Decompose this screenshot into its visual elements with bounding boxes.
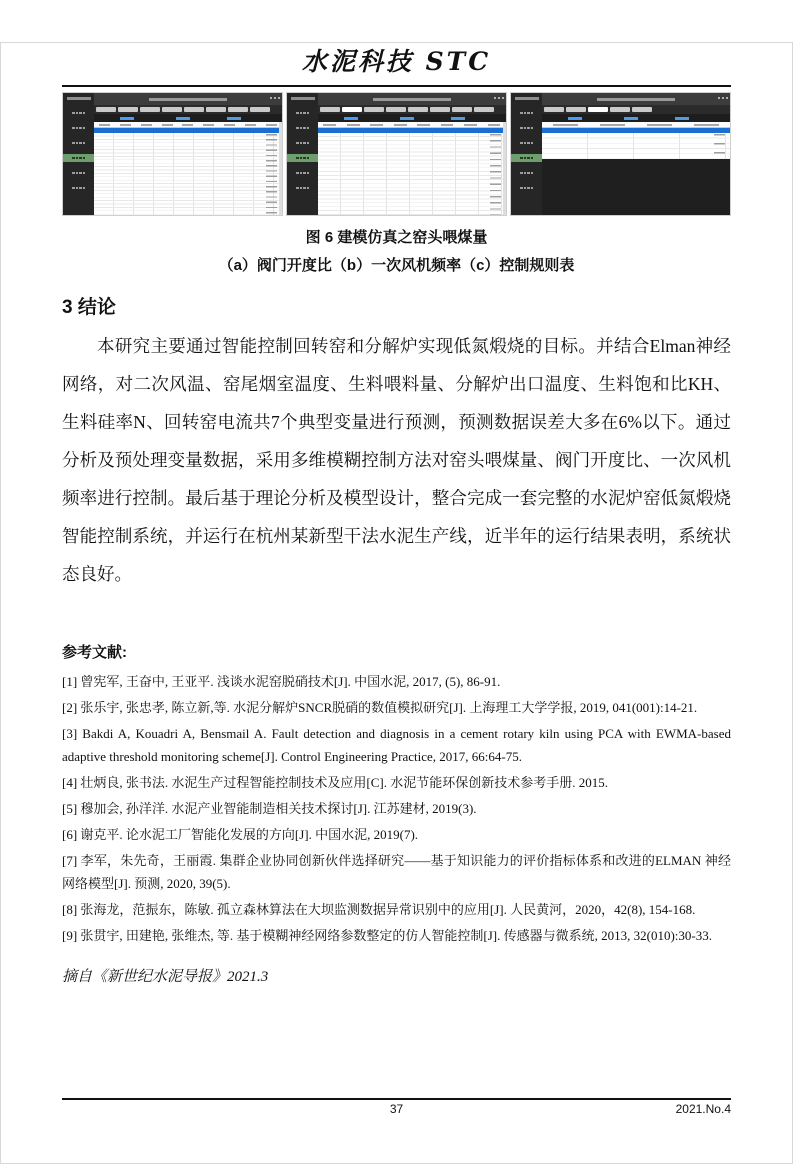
menu-glyph [303, 112, 306, 115]
page-footer [62, 1098, 731, 1120]
screenshot-panel-c [510, 92, 731, 216]
menu-glyph [72, 142, 75, 145]
screenshot-panel-b [286, 92, 507, 216]
mini-tab [118, 107, 138, 112]
mini-column-label [600, 124, 625, 126]
menu-glyph [72, 172, 75, 175]
mini-link [624, 117, 638, 120]
menu-glyph [72, 127, 75, 130]
menu-glyph [76, 112, 79, 115]
menu-glyph [76, 142, 79, 145]
menu-glyph [531, 157, 534, 160]
mini-tab [588, 107, 608, 112]
mini-column-label [647, 124, 672, 126]
mini-table-rows [318, 133, 506, 215]
mini-menu-item [63, 139, 94, 147]
mini-titlebar [318, 93, 506, 105]
menu-glyph [300, 142, 303, 145]
menu-glyph [520, 172, 523, 175]
menu-glyph [296, 187, 299, 190]
figure-caption-line1: 图 6 建模仿真之窑头喂煤量 [305, 229, 488, 246]
reference-item: [8] 张海龙，范振东，陈敏. 孤立森林算法在大坝监测数据异常识别中的应用[J]. 人民黄河，2020，42(8), 154-168. [62, 902, 696, 917]
mini-column-label [141, 124, 152, 126]
mini-menu-item-selected [511, 154, 542, 162]
menu-glyph [520, 157, 523, 160]
reference-item: [4] 壮炳良, 张书法. 水泥生产过程智能控制技术及应用[C]. 水泥节能环保创新技术参考手册. 2015. [62, 775, 608, 790]
menu-glyph [296, 142, 299, 145]
menu-glyph [524, 127, 527, 130]
mini-column-label [417, 124, 430, 126]
mini-tab [386, 107, 406, 112]
menu-glyph [531, 127, 534, 130]
menu-glyph [524, 142, 527, 145]
window-control-icon [726, 97, 728, 99]
mini-tab [544, 107, 564, 112]
reference-item: [6] 谢克平. 论水泥工厂智能化发展的方向[J]. 中国水泥, 2019(7). [62, 827, 419, 842]
mini-tab [184, 107, 204, 112]
mini-window-title [373, 98, 452, 101]
menu-glyph [300, 127, 303, 130]
menu-glyph [83, 157, 86, 160]
mini-tabstrip [542, 105, 730, 114]
menu-glyph [296, 112, 299, 115]
mini-link [176, 117, 190, 120]
mini-menu-item [287, 124, 318, 132]
conclusion-paragraph: 本研究主要通过智能控制回转窑和分解炉实现低氮煅烧的目标。并结合Elman神经网络，对二次风温、窑尾烟室温度、生料喂料量、分解炉出口温度、生料饱和比KH、生料硅率N、回转窑电流共7个典型变量进行预测，预测数据误差大多在6%以下。通过分析及预处理变量数据，采用多维模糊控制方法对窑头喂煤量、阀门开度比、一次风机频率进行控制。最后基于理论分析及模型设计，整合完成一套完整的水泥炉窑低氮煅烧智能控制系统，并运行在杭州某新型干法水泥生产线，近半年的运行结果表明，系统状态良好。 [62, 336, 731, 584]
mini-table-area [94, 122, 282, 215]
mini-value-column [714, 134, 725, 159]
menu-glyph [520, 112, 523, 115]
references-heading: 参考文献: [62, 644, 127, 661]
reference-item: [5] 穆加会, 孙洋洋. 水泥产业智能制造相关技术探讨[J]. 江苏建材, 2019(3). [62, 801, 477, 816]
source-note: 摘自《新世纪水泥导报》2021.3 [62, 969, 269, 985]
mini-menu-item [63, 184, 94, 192]
menu-glyph [79, 112, 82, 115]
mini-app-logo [291, 97, 315, 100]
mini-window-title [149, 98, 228, 101]
footer-issue: 2021.No.4 [675, 1102, 731, 1116]
figure-panels [62, 92, 731, 216]
mini-column-label [203, 124, 214, 126]
mini-link [120, 117, 134, 120]
mini-table-area [542, 122, 730, 215]
mini-menu-item-selected [63, 154, 94, 162]
mini-column-label [347, 124, 360, 126]
menu-glyph [527, 187, 530, 190]
menu-glyph [76, 172, 79, 175]
menu-glyph [79, 142, 82, 145]
mini-tab [408, 107, 428, 112]
screenshot-panel-a [62, 92, 283, 216]
references-list [62, 670, 731, 947]
reference-item: [9] 张贯宇, 田建艳, 张维杰, 等. 基于模糊神经网络参数整定的仿人智能控制[J]. 传感器与微系统, 2013, 32(010):30-33. [62, 928, 712, 943]
mini-tab [632, 107, 652, 112]
mini-sidebar [511, 93, 542, 215]
menu-glyph [307, 127, 310, 130]
mini-tab [474, 107, 494, 112]
menu-glyph [520, 187, 523, 190]
mini-menu-item [511, 109, 542, 117]
menu-glyph [296, 127, 299, 130]
mini-menu-item [287, 139, 318, 147]
menu-glyph [300, 172, 303, 175]
menu-glyph [72, 112, 75, 115]
mini-tab [206, 107, 226, 112]
menu-glyph [83, 112, 86, 115]
menu-glyph [531, 112, 534, 115]
mini-table-rows [542, 133, 730, 159]
window-control-icon [502, 97, 504, 99]
mini-window-title [597, 98, 676, 101]
mini-menu-item [511, 124, 542, 132]
menu-glyph [531, 142, 534, 145]
mini-column-label [370, 124, 383, 126]
mini-link [451, 117, 465, 120]
menu-glyph [72, 157, 75, 160]
menu-glyph [303, 127, 306, 130]
menu-glyph [303, 157, 306, 160]
menu-glyph [76, 187, 79, 190]
mini-table [542, 122, 730, 159]
reference-item: [3] Bakdi A, Kouadri A, Bensmail A. Fault detection and diagnosis in a cement rotary kiln using PCA with EWMA-based adaptive threshold monitoring scheme[J]. Control Engineering Practice, 2017, 66:64-75. [62, 726, 731, 764]
mini-tab [96, 107, 116, 112]
menu-glyph [303, 172, 306, 175]
window-control-icon [270, 97, 272, 99]
mini-tab [566, 107, 586, 112]
menu-glyph [527, 112, 530, 115]
mini-tab [320, 107, 340, 112]
mini-column-label [694, 124, 719, 126]
mini-menu-item [511, 169, 542, 177]
mini-menu-item [511, 184, 542, 192]
menu-glyph [531, 187, 534, 190]
mini-menu-item [63, 124, 94, 132]
mini-scrollbar [503, 122, 506, 215]
document-page [0, 42, 793, 986]
menu-glyph [76, 157, 79, 160]
reference-item: [7] 李军，朱先奇，王丽霞. 集群企业协同创新伙伴选择研究——基于知识能力的评价指标体系和改进的ELMAN 神经网络模型[J]. 预测, 2020, 39(5). [62, 853, 731, 891]
menu-glyph [76, 127, 79, 130]
mini-window-controls [494, 97, 504, 99]
mini-tab [228, 107, 248, 112]
mini-app-logo [515, 97, 539, 100]
menu-glyph [527, 127, 530, 130]
mini-tabstrip [318, 105, 506, 114]
menu-glyph [300, 187, 303, 190]
menu-glyph [83, 127, 86, 130]
mini-menu-item [287, 184, 318, 192]
mini-window-controls [270, 97, 280, 99]
mini-column-label [464, 124, 477, 126]
menu-glyph [527, 142, 530, 145]
mini-column-label [266, 124, 277, 126]
mini-column-label [120, 124, 131, 126]
mini-column-label [162, 124, 173, 126]
mini-tab [430, 107, 450, 112]
mini-table-area [318, 122, 506, 215]
mini-column-label [224, 124, 235, 126]
window-control-icon [494, 97, 496, 99]
menu-glyph [72, 187, 75, 190]
mini-table-rows [94, 133, 282, 215]
window-control-icon [722, 97, 724, 99]
mini-tab [162, 107, 182, 112]
mini-link [227, 117, 241, 120]
menu-glyph [79, 172, 82, 175]
mini-main [542, 93, 730, 215]
mini-column-label [182, 124, 193, 126]
mini-scrollbar [279, 122, 282, 215]
mini-menu-item-selected [287, 154, 318, 162]
mini-link [400, 117, 414, 120]
window-control-icon [718, 97, 720, 99]
mini-menu-item [63, 109, 94, 117]
mini-sidebar [63, 93, 94, 215]
menu-glyph [300, 112, 303, 115]
mini-tab [140, 107, 160, 112]
menu-glyph [527, 157, 530, 160]
mini-menu-item [511, 139, 542, 147]
mini-titlebar [94, 93, 282, 105]
mini-window-controls [718, 97, 728, 99]
mini-tabstrip [94, 105, 282, 114]
mini-tab [364, 107, 384, 112]
menu-glyph [307, 187, 310, 190]
section-heading: 3 结论 [62, 297, 116, 318]
menu-glyph [83, 187, 86, 190]
mini-links-row [94, 114, 282, 122]
mini-column-label [488, 124, 501, 126]
menu-glyph [300, 157, 303, 160]
mini-links-row [542, 114, 730, 122]
mini-value-column [490, 134, 501, 215]
mini-empty-area [542, 159, 730, 215]
reference-item: [2] 张乐宇, 张忠孝, 陈立新,等. 水泥分解炉SNCR脱硝的数值模拟研究[J]. 上海理工大学学报, 2019, 041(001):14-21. [62, 700, 698, 715]
mini-column-label [99, 124, 110, 126]
footer-rule [62, 1098, 731, 1100]
mini-link [675, 117, 689, 120]
mini-table [94, 122, 282, 215]
menu-glyph [531, 172, 534, 175]
menu-glyph [303, 142, 306, 145]
mini-tab [452, 107, 472, 112]
menu-glyph [79, 187, 82, 190]
menu-glyph [520, 127, 523, 130]
menu-glyph [307, 172, 310, 175]
mini-sidebar [287, 93, 318, 215]
mini-tab [250, 107, 270, 112]
menu-glyph [303, 187, 306, 190]
mini-links-row [318, 114, 506, 122]
mini-column-label [441, 124, 454, 126]
window-control-icon [274, 97, 276, 99]
menu-glyph [307, 157, 310, 160]
menu-glyph [524, 172, 527, 175]
menu-glyph [296, 157, 299, 160]
menu-glyph [83, 172, 86, 175]
mini-column-label [323, 124, 336, 126]
menu-glyph [83, 142, 86, 145]
footer-page-number: 37 [389, 1102, 404, 1116]
journal-title: 水泥科技 STC [301, 47, 492, 76]
header-rule [62, 85, 731, 87]
menu-glyph [296, 172, 299, 175]
reference-item: [1] 曾宪军, 王奋中, 王亚平. 浅谈水泥窑脱硝技术[J]. 中国水泥, 2017, (5), 86-91. [62, 674, 501, 689]
menu-glyph [520, 142, 523, 145]
mini-titlebar [542, 93, 730, 105]
mini-app-logo [67, 97, 91, 100]
menu-glyph [524, 187, 527, 190]
menu-glyph [524, 157, 527, 160]
mini-column-label [245, 124, 256, 126]
menu-glyph [527, 172, 530, 175]
mini-link [568, 117, 582, 120]
mini-column-label [394, 124, 407, 126]
menu-glyph [524, 112, 527, 115]
menu-glyph [307, 112, 310, 115]
mini-menu-item [63, 169, 94, 177]
mini-link [344, 117, 358, 120]
mini-main [318, 93, 506, 215]
menu-glyph [79, 157, 82, 160]
mini-value-column [266, 134, 277, 215]
mini-menu-item [287, 109, 318, 117]
mini-main [94, 93, 282, 215]
mini-tab [342, 107, 362, 112]
window-control-icon [498, 97, 500, 99]
figure-caption-line2: （a）阀门开度比（b）一次风机频率（c）控制规则表 [218, 257, 575, 274]
window-control-icon [278, 97, 280, 99]
menu-glyph [79, 127, 82, 130]
menu-glyph [307, 142, 310, 145]
mini-menu-item [287, 169, 318, 177]
mini-column-label [553, 124, 578, 126]
mini-tab [610, 107, 630, 112]
mini-table [318, 122, 506, 215]
